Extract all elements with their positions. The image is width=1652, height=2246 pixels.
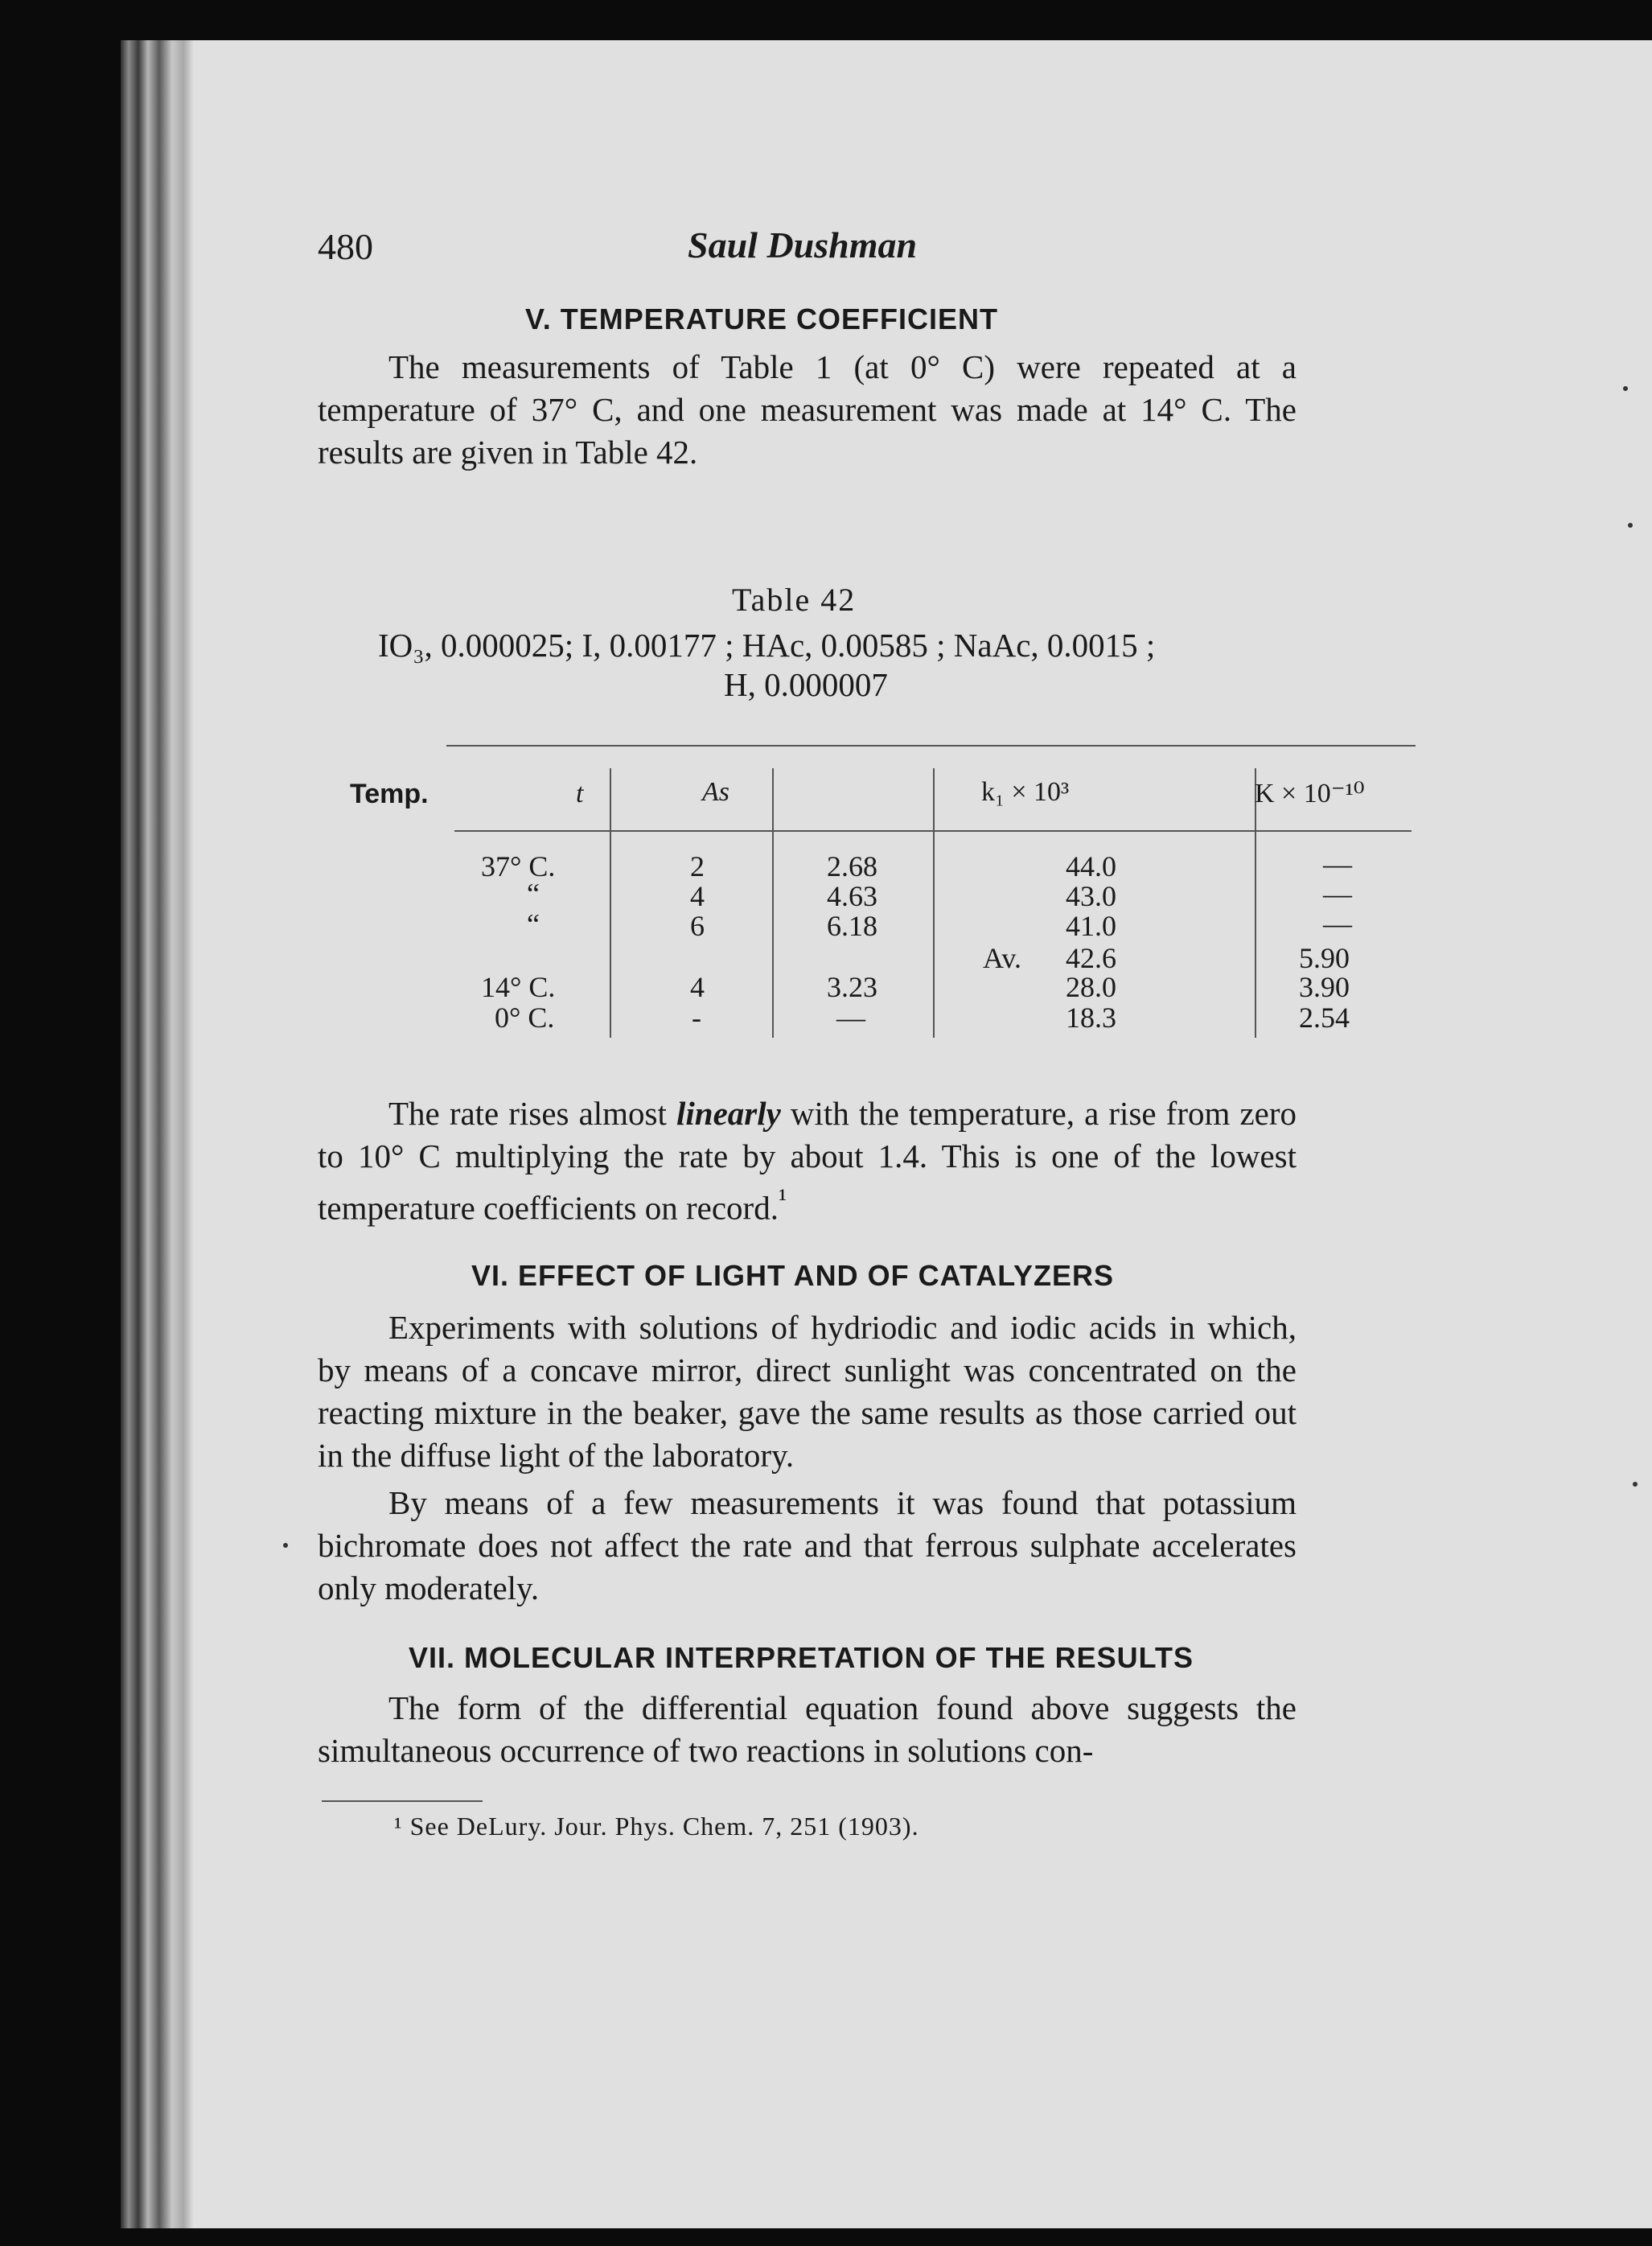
- section-heading-temperature: V. TEMPERATURE COEFFICIENT: [525, 302, 999, 335]
- paragraph-catalyzers: By means of a few measurements it was found that potassium bichromate does not affect the rate and that ferrous sulphate accelerates only moderately.: [318, 1484, 1297, 1606]
- table-cell-temp: 14° C.: [481, 971, 556, 1003]
- table-cell-k: 3.90: [1299, 971, 1350, 1003]
- table-cell-k1: 42.6: [1066, 942, 1116, 974]
- table-cell-t: -: [692, 1002, 701, 1034]
- table-cell-k1: 41.0: [1066, 910, 1116, 942]
- table-conditions-line-2: H, 0.000007: [724, 666, 888, 703]
- table-cell-k1: 43.0: [1066, 880, 1116, 912]
- scan-speck: [1623, 386, 1628, 391]
- table-column-divider: [933, 768, 935, 1038]
- table-conditions-line-1: IO₃, 0.000025; I, 0.00177 ; HAc, 0.00585 ; NaAc, 0.0015 ;: [378, 627, 1156, 664]
- text-span: with the temperature, a rise from zero to 10° C multiplying the rate by about 1.4. This is one of the lowest temperature coefficients on record.: [318, 1095, 1297, 1227]
- table-header-t: t: [576, 779, 584, 808]
- table-cell-as: 3.23: [827, 971, 877, 1003]
- section-heading-light: VI. EFFECT OF LIGHT AND OF CATALYZERS: [471, 1259, 1114, 1292]
- paragraph-light-experiments: Experiments with solutions of hydriodic and iodic acids in which, by means of a concave mirror, direct sunlight was concentrated on the reacting mixture in the beaker, gave the same results as those carried out in the diffuse light of the laboratory.: [318, 1309, 1297, 1474]
- table-cell-t: 6: [690, 910, 705, 942]
- table-top-rule: [446, 745, 1416, 747]
- book-spine: [121, 40, 193, 2228]
- footnote-reference: ¹: [778, 1184, 787, 1214]
- paragraph-rate-linearity: [318, 1092, 1297, 1230]
- table-column-divider: [610, 768, 611, 1038]
- table-title: Table 42: [732, 582, 857, 618]
- table-cell-k1: 18.3: [1066, 1002, 1116, 1034]
- scan-speck: [283, 1543, 288, 1548]
- page-number: 480: [318, 226, 373, 267]
- scan-speck: [1633, 1482, 1638, 1487]
- table-cell-k: —: [1323, 878, 1352, 910]
- table-header-k: K × 10⁻¹⁰: [1255, 779, 1365, 808]
- table-cell-average-label: Av.: [983, 942, 1021, 974]
- running-head-author: Saul Dushman: [688, 224, 918, 265]
- footnote: ¹ See DeLury. Jour. Phys. Chem. 7, 251 (1903).: [394, 1812, 919, 1841]
- table-cell-temp: 37° C.: [481, 850, 556, 882]
- table-cell-temp: 0° C.: [495, 1002, 555, 1034]
- table-cell-t: 4: [690, 880, 705, 912]
- footnote-rule: [322, 1800, 483, 1802]
- table-cell-temp: “: [527, 908, 540, 940]
- paragraph-temperature-intro: The measurements of Table 1 (at 0° C) were repeated at a temperature of 37° C, and one measurement was made at 14° C. The results are given in Table 42.: [318, 348, 1297, 471]
- table-cell-k: —: [1323, 907, 1352, 940]
- table-cell-as: 2.68: [827, 850, 877, 882]
- table-cell-k1: 44.0: [1066, 850, 1116, 882]
- table-cell-as: —: [836, 1002, 865, 1034]
- table-cell-t: 4: [690, 971, 705, 1003]
- table-cell-k: 5.90: [1299, 942, 1350, 974]
- text-span: The rate rises almost: [388, 1095, 676, 1132]
- emphasis-linearly: linearly: [676, 1095, 781, 1132]
- table-column-divider: [772, 768, 774, 1038]
- table-cell-t: 2: [690, 850, 705, 882]
- paragraph-molecular-interpretation: The form of the differential equation found above suggests the simultaneous occurrence of two reactions in solutions con-: [318, 1689, 1297, 1769]
- table-header-as: As: [702, 777, 729, 807]
- table-cell-temp: “: [527, 878, 540, 910]
- table-cell-k: 2.54: [1299, 1002, 1350, 1034]
- table-cell-k: —: [1323, 848, 1352, 880]
- scan-speck: [1628, 523, 1633, 528]
- table-header-k1: k₁ × 10³: [981, 777, 1070, 807]
- table-cell-k1: 28.0: [1066, 971, 1116, 1003]
- table-cell-as: 4.63: [827, 880, 877, 912]
- table-cell-as: 6.18: [827, 910, 877, 942]
- section-heading-molecular: VII. MOLECULAR INTERPRETATION OF THE RESULTS: [409, 1641, 1194, 1674]
- table-header-temp: Temp.: [350, 779, 429, 809]
